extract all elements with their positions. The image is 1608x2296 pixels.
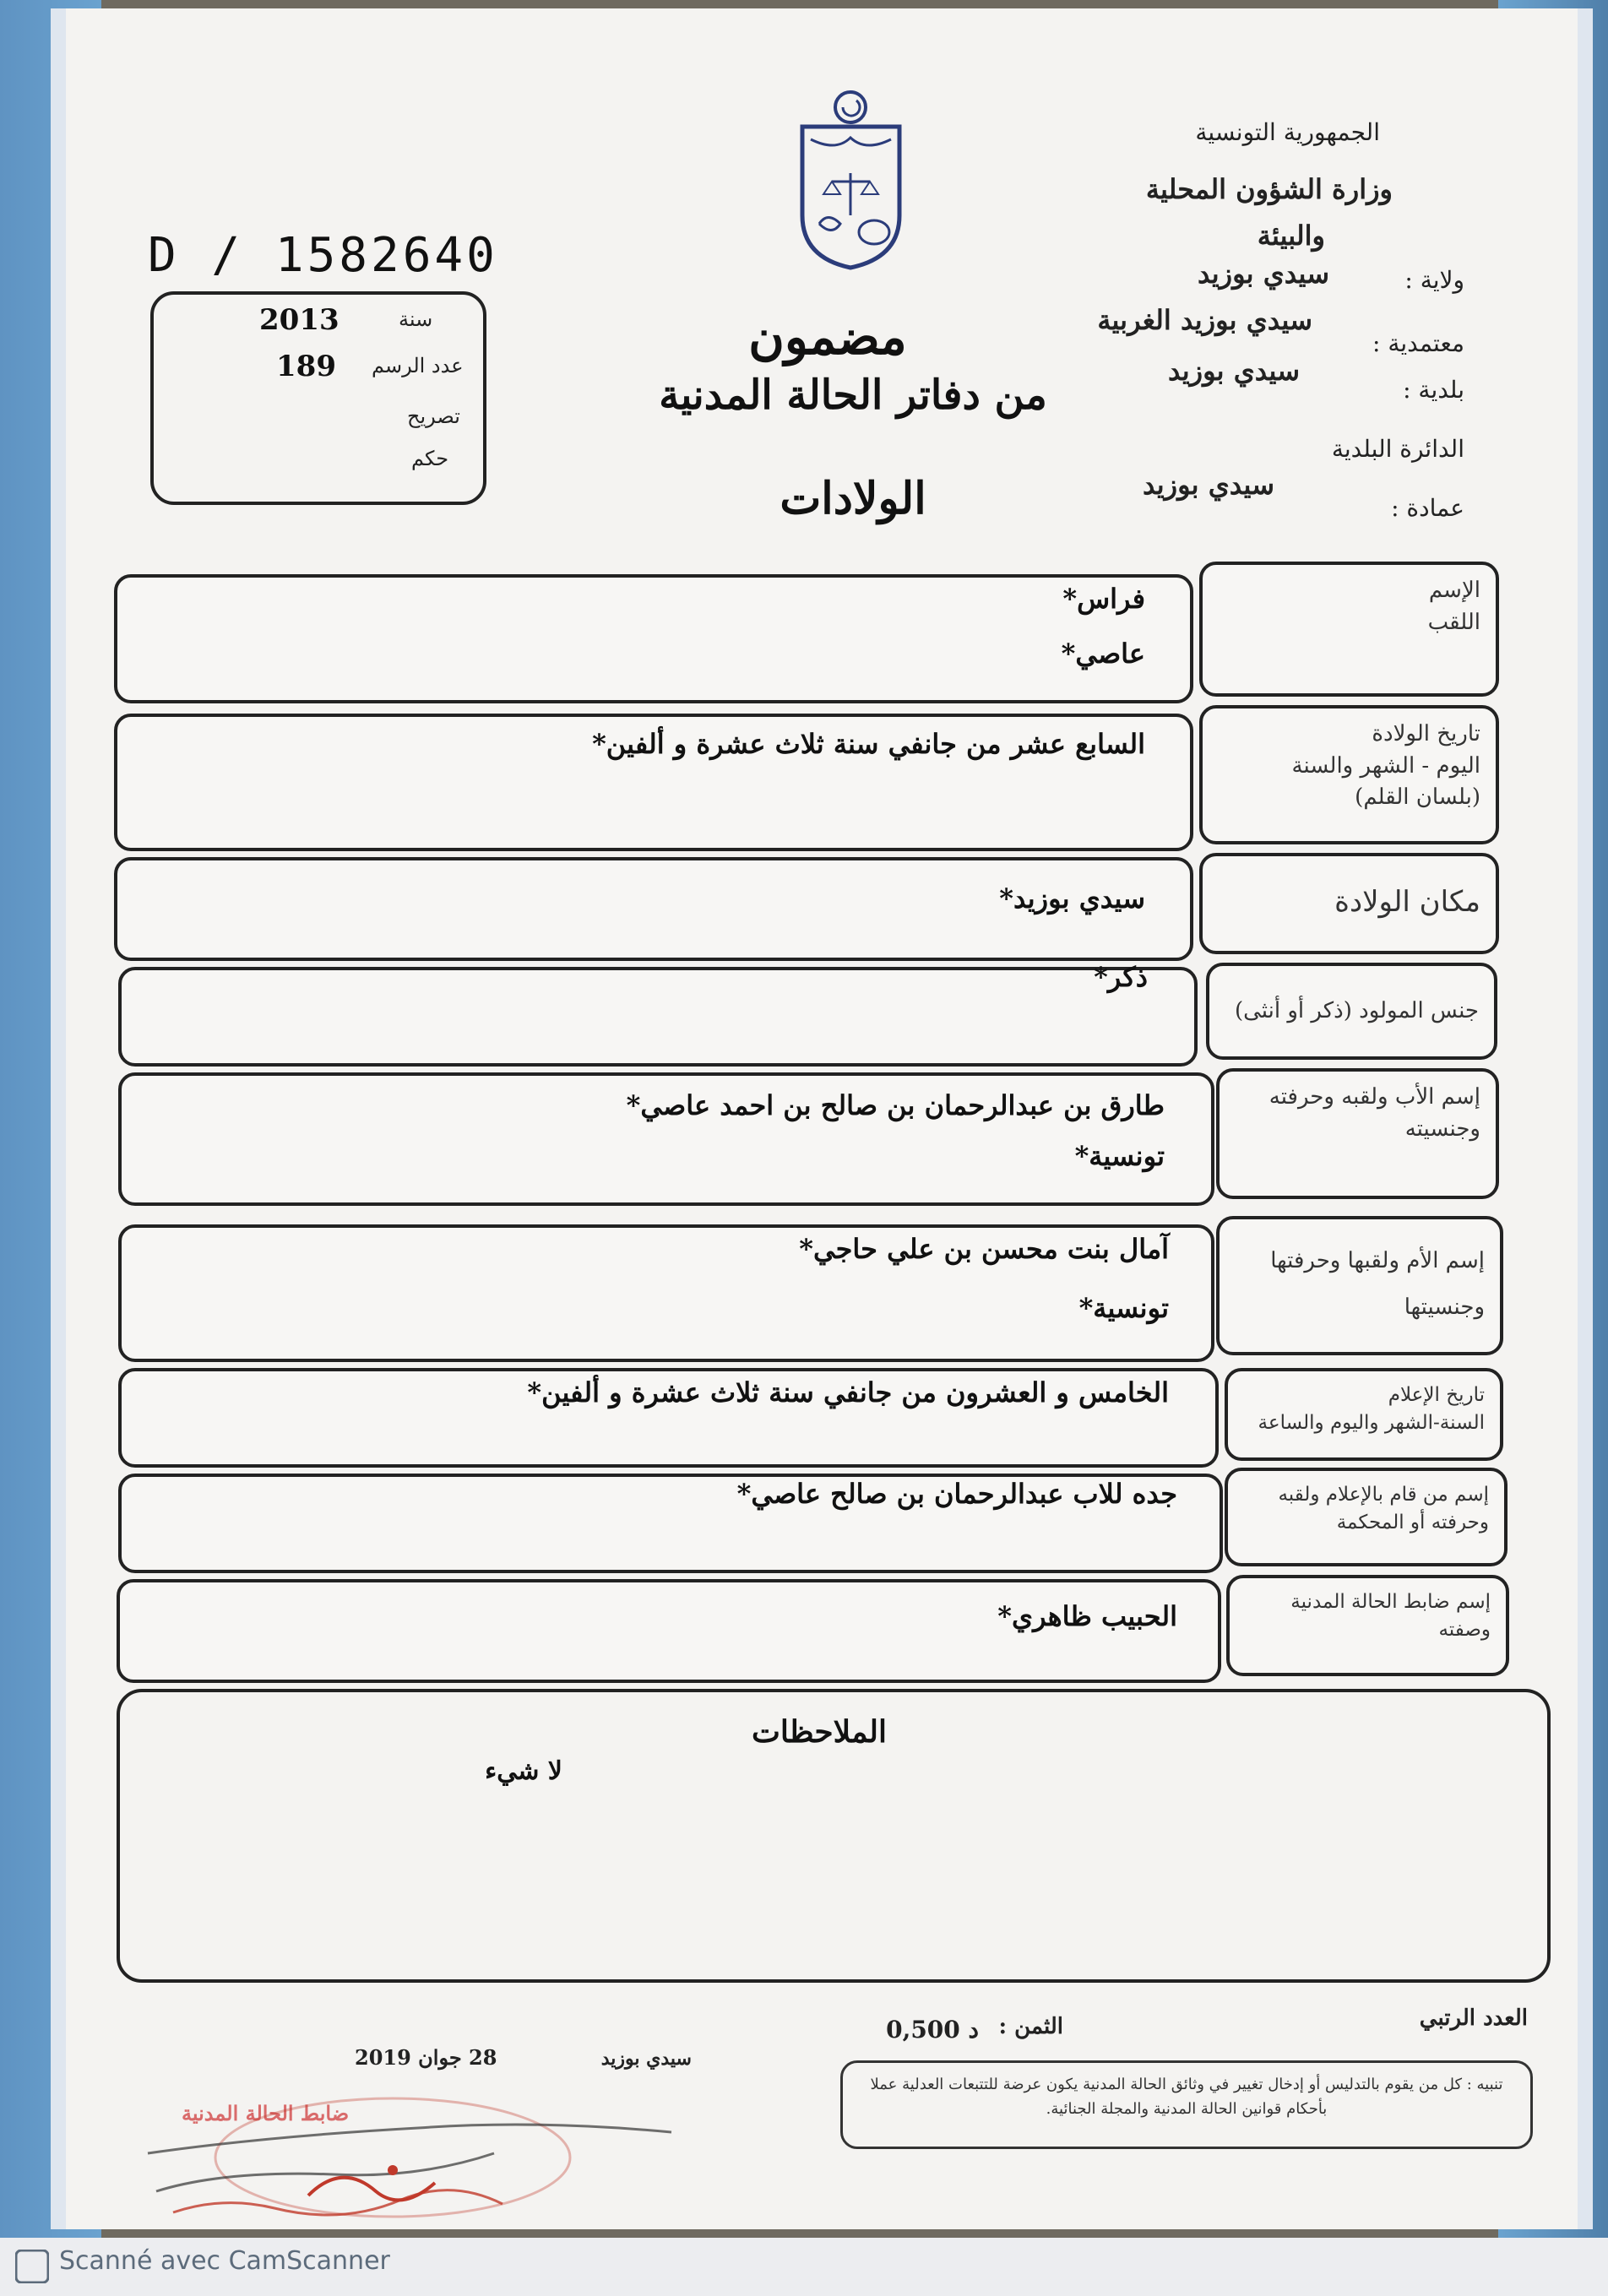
receipt-number-label: العدد الرتبي bbox=[1419, 2006, 1528, 2031]
first-name-value: فراس* bbox=[1062, 583, 1145, 615]
municipality-label: بلدية : bbox=[1403, 376, 1464, 404]
price-label: الثمن : bbox=[998, 2014, 1063, 2039]
row-birthplace-label: مكان الولادة bbox=[1199, 853, 1499, 954]
declaration-date-value: الخامس و العشرون من جانفي سنة ثلاث عشرة و ألفين* bbox=[527, 1376, 1169, 1409]
declaration-label: تصريح bbox=[407, 404, 460, 428]
birth-date-value: السابع عشر من جانفي سنة ثلاث عشرة و ألفين* bbox=[592, 728, 1145, 760]
municipal-district-label: الدائرة البلدية bbox=[1331, 435, 1464, 463]
issue-place: سيدي بوزيد bbox=[600, 2048, 692, 2070]
notes-value: لا شيء bbox=[485, 1756, 562, 1786]
coat-of-arms-icon bbox=[794, 89, 908, 270]
governorate-value: سيدي بوزيد bbox=[1197, 258, 1329, 290]
row-father-label: إسم الأب ولقبه وحرفته وجنسيته bbox=[1216, 1068, 1499, 1199]
sex-value: ذكر* bbox=[1094, 961, 1148, 993]
governorate-label: ولاية : bbox=[1404, 266, 1464, 294]
father-nationality-value: تونسية* bbox=[1074, 1140, 1165, 1172]
header-ministry: وزارة الشؤون المحلية bbox=[1145, 173, 1393, 205]
header-republic: الجمهورية التونسية bbox=[1195, 118, 1380, 146]
surname-value: عاصي* bbox=[1061, 638, 1145, 670]
officer-value: الحبيب ظاهري* bbox=[997, 1600, 1177, 1632]
row-name-label: الإسم اللقب bbox=[1199, 562, 1499, 697]
deed-number-value: 189 bbox=[276, 350, 336, 383]
mother-nationality-value: تونسية* bbox=[1078, 1292, 1169, 1324]
row-sex-value bbox=[118, 967, 1198, 1067]
scanner-watermark: Scanné avec CamScanner bbox=[59, 2246, 390, 2276]
sector-label: عمادة : bbox=[1391, 494, 1464, 522]
serial-number: D / 1582640 bbox=[148, 228, 498, 283]
price-value: 0,500 د bbox=[886, 2016, 979, 2044]
delegation-label: معتمدية : bbox=[1372, 329, 1464, 357]
father-value: طارق بن عبدالرحمان بن صالح بن احمد عاصي* bbox=[626, 1089, 1165, 1121]
registration-box bbox=[150, 291, 486, 505]
birth-place-value: سيدي بوزيد* bbox=[999, 882, 1145, 915]
row-declarant-label: إسم من قام بالإعلام ولقبه وحرفته أو المحكمة bbox=[1225, 1468, 1508, 1566]
official-stamp-icon bbox=[139, 2069, 680, 2229]
declarant-value: جده للاب عبدالرحمان بن صالح عاصي* bbox=[736, 1478, 1177, 1510]
delegation-value: سيدي بوزيد الغربية bbox=[1097, 304, 1312, 336]
title-line1: مضمون bbox=[748, 308, 907, 366]
issue-date: 28 جوان 2019 bbox=[355, 2045, 497, 2070]
deed-number-label: عدد الرسم bbox=[372, 354, 464, 377]
title-line2: من دفاتر الحالة المدنية bbox=[659, 372, 1047, 419]
header-ministry-line2: والبيئة bbox=[1257, 220, 1325, 252]
sector-value: سيدي بوزيد bbox=[1142, 469, 1274, 501]
row-officer-label: إسم ضابط الحالة المدنية وصفته bbox=[1226, 1575, 1509, 1676]
row-birthdate-label: تاريخ الولادة اليوم - الشهر والسنة (بلسان القلم) bbox=[1199, 705, 1499, 844]
legal-warning: تنبيه : كل من يقوم بالتدليس أو إدخال تغيير في وثائق الحالة المدنية يكون عرضة للتتبعات العدلية عملا بأحكام قوانين الحالة المدنية والمجلة الجنائية. bbox=[840, 2060, 1533, 2149]
row-declaration-date-label: تاريخ الإعلام السنة-الشهر واليوم والساعة bbox=[1225, 1368, 1503, 1461]
mother-value: آمال بنت محسن بن علي حاجي* bbox=[799, 1233, 1169, 1265]
section-title: الولادات bbox=[780, 473, 926, 524]
year-label: سنة bbox=[399, 307, 433, 331]
notes-heading: الملاحظات bbox=[752, 1714, 887, 1750]
municipality-value: سيدي بوزيد bbox=[1167, 355, 1300, 387]
row-sex-label: جنس المولود (ذكر أو أنثى) bbox=[1206, 963, 1497, 1060]
officer-title: ضابط الحالة المدنية bbox=[182, 2101, 350, 2125]
camscanner-logo-icon bbox=[15, 2250, 49, 2283]
row-mother-label: إسم الأم ولقبها وحرفتها وجنسيتها bbox=[1216, 1216, 1503, 1355]
row-name-value bbox=[114, 574, 1193, 703]
judgment-label: حكم bbox=[411, 447, 449, 470]
year-value: 2013 bbox=[259, 303, 340, 337]
